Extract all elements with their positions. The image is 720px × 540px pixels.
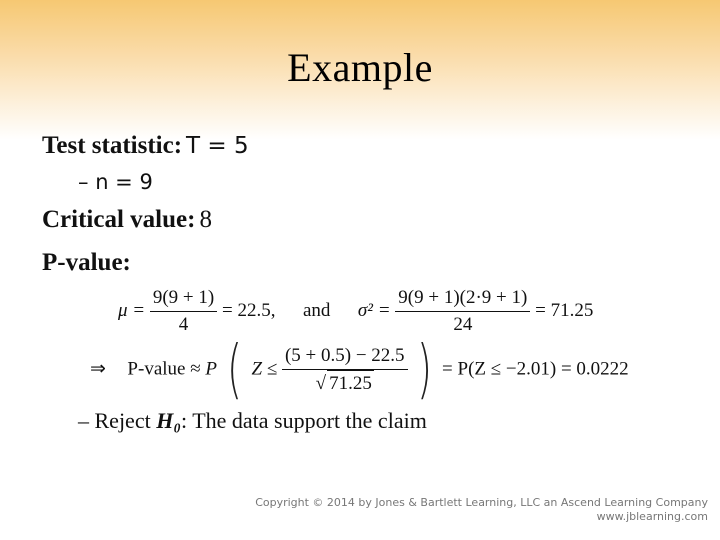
critical-value-line: [42, 206, 212, 234]
mean-lhs: μ =: [118, 299, 146, 321]
mean-numerator: 9(9 + 1): [150, 285, 217, 312]
sample-size-expr: n = 9: [95, 170, 153, 194]
probability-symbol: P: [205, 358, 217, 380]
test-statistic-expr: T = 5: [186, 133, 249, 159]
test-statistic-line: [42, 132, 249, 160]
z-denominator: √ 71.25: [282, 370, 408, 397]
z-denominator-radicand: 71.25: [327, 370, 374, 397]
p-value-result: = P(Z ≤ −2.01) = 0.0222: [442, 358, 629, 380]
z-numerator: (5 + 0.5) − 22.5: [282, 343, 408, 370]
p-value-label: P-value:: [42, 249, 131, 276]
test-statistic-label: Test statistic:: [42, 132, 183, 159]
and-word: and: [302, 299, 331, 321]
p-value-line: [42, 249, 131, 277]
reject-dash: –: [78, 408, 89, 433]
mean-variance-formula: [118, 285, 593, 338]
copyright-text: Copyright © 2014 by Jones & Bartlett Learning, LLC an Ascend Learning Company: [255, 496, 708, 509]
z-inequality: Z ≤: [251, 358, 278, 380]
null-hypothesis: H₀: [156, 408, 181, 433]
variance-numerator: 9(9 + 1)(2·9 + 1): [395, 285, 530, 312]
implies-symbol: ⇒: [90, 358, 106, 380]
sample-size-line: [78, 170, 153, 194]
sample-size-dash: –: [78, 170, 89, 194]
variance-fraction: [395, 285, 530, 338]
reject-conclusion: : The data support the claim: [181, 408, 427, 433]
variance-lhs: σ² =: [357, 299, 391, 321]
left-paren-icon: (: [226, 333, 242, 407]
mean-fraction: [150, 285, 217, 338]
z-fraction: [282, 343, 408, 397]
variance-result: = 71.25: [535, 299, 594, 321]
p-value-formula: [90, 333, 629, 407]
reject-text: Reject: [94, 408, 151, 433]
slide-title: Example: [287, 45, 433, 90]
critical-value-label: Critical value:: [42, 206, 196, 233]
p-value-lhs: P-value ≈: [127, 358, 201, 380]
variance-denominator: 24: [453, 314, 473, 335]
copyright-footer: [255, 496, 708, 524]
mean-result: = 22.5,: [221, 299, 276, 321]
mean-denominator: 4: [178, 314, 189, 335]
right-paren-icon: ): [417, 333, 433, 407]
website-text: www.jblearning.com: [596, 510, 708, 523]
critical-value: 8: [199, 206, 212, 233]
reject-line: [78, 408, 427, 434]
